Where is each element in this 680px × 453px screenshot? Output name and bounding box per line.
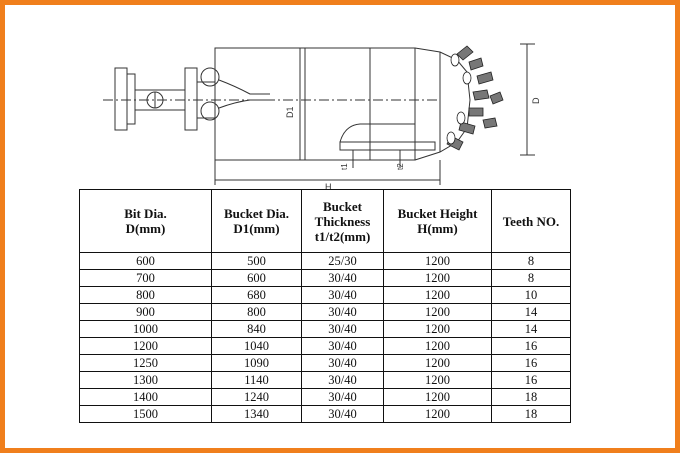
table-row <box>80 389 571 406</box>
cell-height: 1200 <box>384 287 492 304</box>
cell-teeth: 16 <box>492 355 571 372</box>
cell-height: 1200 <box>384 355 492 372</box>
cell-teeth: 14 <box>492 304 571 321</box>
label-d: D <box>531 97 541 104</box>
cell-bit-dia: 1200 <box>80 338 212 355</box>
header-bucket-thickness: Bucket Thickness t1/t2(mm) <box>302 190 384 253</box>
cell-teeth: 14 <box>492 321 571 338</box>
cell-teeth: 8 <box>492 270 571 287</box>
table-row <box>80 253 571 270</box>
cell-bucket-dia: 1090 <box>212 355 302 372</box>
cell-bucket-dia: 840 <box>212 321 302 338</box>
cell-bucket-dia: 800 <box>212 304 302 321</box>
cell-thickness: 30/40 <box>302 338 384 355</box>
cell-height: 1200 <box>384 372 492 389</box>
cell-bucket-dia: 500 <box>212 253 302 270</box>
cell-thickness: 30/40 <box>302 372 384 389</box>
header-row <box>80 190 571 253</box>
table-row <box>80 355 571 372</box>
cell-bucket-dia: 1340 <box>212 406 302 423</box>
header-teeth-no: Teeth NO. <box>492 190 571 253</box>
right-flange <box>185 68 197 130</box>
cell-thickness: 30/40 <box>302 389 384 406</box>
cell-thickness: 30/40 <box>302 321 384 338</box>
cell-height: 1200 <box>384 406 492 423</box>
cell-bit-dia: 1250 <box>80 355 212 372</box>
cell-teeth: 8 <box>492 253 571 270</box>
cell-height: 1200 <box>384 321 492 338</box>
cell-bucket-dia: 680 <box>212 287 302 304</box>
header-bit-dia: Bit Dia. D(mm) <box>80 190 212 253</box>
header-bucket-height: Bucket Height H(mm) <box>384 190 492 253</box>
cell-bit-dia: 1000 <box>80 321 212 338</box>
cell-height: 1200 <box>384 304 492 321</box>
cell-thickness: 25/30 <box>302 253 384 270</box>
header-bucket-dia: Bucket Dia. D1(mm) <box>212 190 302 253</box>
bucket-body <box>215 48 415 160</box>
spec-table <box>79 189 571 423</box>
cell-bucket-dia: 1140 <box>212 372 302 389</box>
cell-thickness: 30/40 <box>302 287 384 304</box>
spec-table-header <box>80 190 571 253</box>
label-d1: D1 <box>285 106 295 118</box>
cell-bit-dia: 1300 <box>80 372 212 389</box>
table-row <box>80 372 571 389</box>
label-h: H <box>325 182 332 192</box>
label-t1: t1 <box>340 163 349 170</box>
cell-teeth: 18 <box>492 389 571 406</box>
cell-bit-dia: 600 <box>80 253 212 270</box>
table-row <box>80 321 571 338</box>
table-row <box>80 304 571 321</box>
cell-bit-dia: 900 <box>80 304 212 321</box>
cell-bucket-dia: 1240 <box>212 389 302 406</box>
cell-thickness: 30/40 <box>302 406 384 423</box>
cell-teeth: 16 <box>492 338 571 355</box>
cell-bit-dia: 800 <box>80 287 212 304</box>
left-flange <box>115 68 127 130</box>
cell-bit-dia: 1400 <box>80 389 212 406</box>
cell-bit-dia: 1500 <box>80 406 212 423</box>
cell-teeth: 18 <box>492 406 571 423</box>
table-row <box>80 270 571 287</box>
table-row <box>80 287 571 304</box>
cell-height: 1200 <box>384 389 492 406</box>
cell-height: 1200 <box>384 338 492 355</box>
cutting-plate <box>340 142 435 150</box>
spec-table-body <box>80 253 571 423</box>
cell-bucket-dia: 600 <box>212 270 302 287</box>
cell-thickness: 30/40 <box>302 355 384 372</box>
cell-teeth: 10 <box>492 287 571 304</box>
cell-bit-dia: 700 <box>80 270 212 287</box>
drawing-svg <box>95 30 565 192</box>
table-row <box>80 338 571 355</box>
cell-teeth: 16 <box>492 372 571 389</box>
label-t2: t2 <box>396 163 405 170</box>
cell-height: 1200 <box>384 253 492 270</box>
table-row <box>80 406 571 423</box>
cell-thickness: 30/40 <box>302 270 384 287</box>
cell-bucket-dia: 1040 <box>212 338 302 355</box>
bucket-technical-drawing <box>95 30 565 192</box>
cell-height: 1200 <box>384 270 492 287</box>
cell-thickness: 30/40 <box>302 304 384 321</box>
